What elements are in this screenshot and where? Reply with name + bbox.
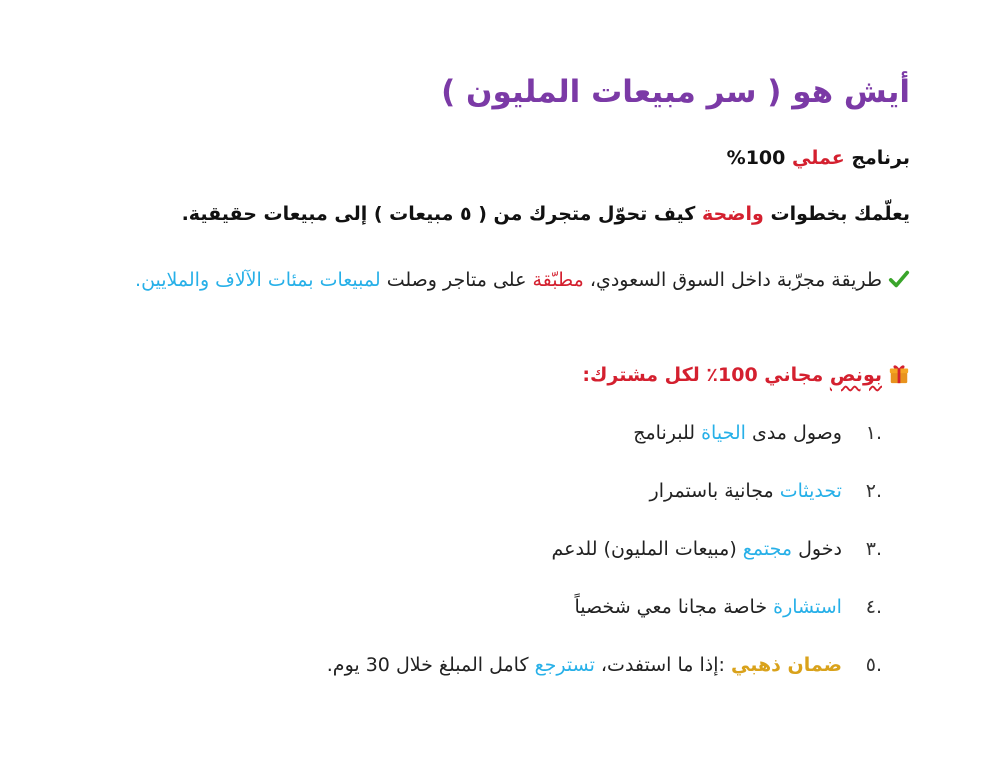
list-number: .٥ bbox=[865, 654, 882, 676]
list-item bbox=[80, 643, 882, 701]
guarantee-word: ضمان ذهبي bbox=[730, 654, 842, 676]
method-text-1: طريقة مجرّبة داخل السوق السعودي، bbox=[589, 269, 882, 291]
check-mark-icon bbox=[888, 268, 910, 290]
item-text: (مبيعات المليون) للدعم bbox=[551, 538, 737, 560]
item-text: مجانية باستمرار bbox=[649, 480, 774, 502]
item-highlight: مجتمع bbox=[742, 538, 793, 560]
benefits-list bbox=[80, 411, 882, 701]
item-text: كامل المبلغ خلال 30 يوم. bbox=[326, 654, 529, 676]
list-number: .٣ bbox=[865, 538, 882, 560]
program-line bbox=[80, 143, 910, 173]
method-paragraph bbox=[80, 254, 910, 306]
bonus-heading bbox=[80, 360, 910, 390]
teaching-line bbox=[80, 199, 910, 229]
item-text: خاصة مجانا معي شخصياً bbox=[574, 596, 768, 618]
item-text: :إذا ما استفدت، bbox=[600, 654, 725, 676]
list-item bbox=[80, 527, 882, 585]
item-highlight: الحياة bbox=[701, 422, 746, 444]
item-text: للبرنامج bbox=[633, 422, 696, 444]
list-item bbox=[80, 411, 882, 469]
teaching-text-1: يعلّمك بخطوات bbox=[770, 203, 910, 225]
list-number: .٤ bbox=[865, 596, 882, 618]
sales-scale-text: لمبيعات بمئات الآلاف والملايين. bbox=[135, 269, 381, 291]
item-highlight: تسترجع bbox=[534, 654, 595, 676]
gift-icon bbox=[888, 363, 910, 385]
bonus-word: بونص bbox=[829, 364, 882, 386]
list-number: .٢ bbox=[865, 480, 882, 502]
clear-word: واضحة bbox=[701, 203, 764, 225]
program-word: برنامج bbox=[851, 147, 910, 169]
list-number: .١ bbox=[865, 422, 882, 444]
bonus-text: مجاني 100٪ لكل مشترك: bbox=[582, 364, 824, 386]
applied-word: مطبّقة bbox=[532, 269, 584, 291]
percent-text: 100% bbox=[726, 147, 786, 169]
item-highlight: تحديثات bbox=[779, 480, 842, 502]
page-title: أيش هو ( سر مبيعات المليون ) bbox=[441, 74, 910, 110]
list-item bbox=[80, 585, 882, 643]
list-item bbox=[80, 469, 882, 527]
item-text: دخول bbox=[798, 538, 842, 560]
teaching-text-2: كيف تحوّل متجرك من ( ٥ مبيعات ) إلى مبيعات حقيقية. bbox=[181, 203, 696, 225]
method-text-2: على متاجر وصلت bbox=[386, 269, 527, 291]
item-text: وصول مدى bbox=[751, 422, 842, 444]
practical-word: عملي bbox=[791, 147, 845, 169]
item-highlight: استشارة bbox=[773, 596, 842, 618]
